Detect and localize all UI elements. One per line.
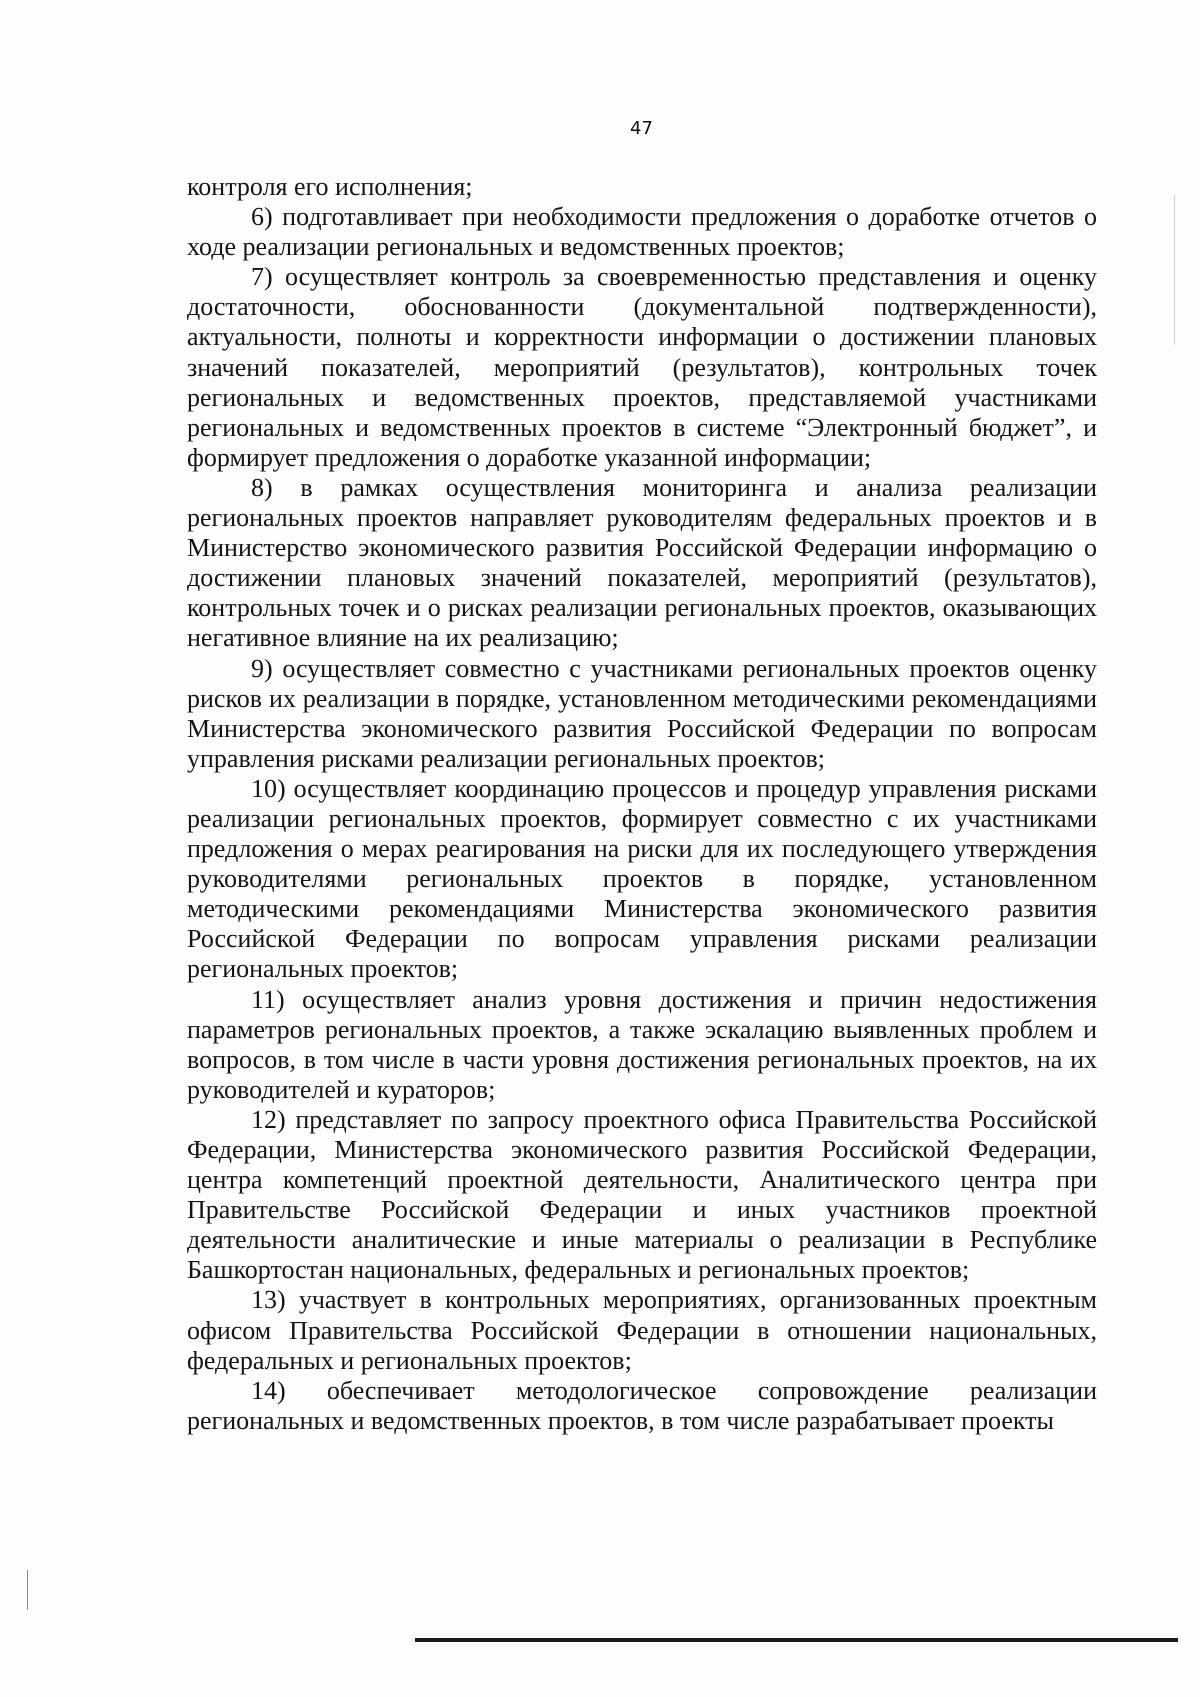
paragraph-item-11: 11) осуществляет анализ уровня достижения и причин недостижения параметров региональных проектов, а также эскалацию выявленных проблем и вопросов, в том числе в части уровня достижения региональных проектов, на их руководителей и кураторов; bbox=[187, 984, 1097, 1104]
paragraph-item-9: 9) осуществляет совместно с участниками региональных проектов оценку рисков их реализации в порядке, установленном методическими рекомендациями Министерства экономического развития Российской Федерации по вопросам управления рисками реализации региональных проектов; bbox=[187, 653, 1097, 773]
paragraph-item-8: 8) в рамках осуществления мониторинга и анализа реализации региональных проектов направляет руководителям федеральных проектов и в Министерство экономического развития Российской Федерации информацию о достижении плановых значений показателей, мероприятий (результатов), контрольных точек и о рисках реализации региональных проектов, оказывающих негативное влияние на их реализацию; bbox=[187, 472, 1097, 653]
scan-artifact-line-right bbox=[1174, 195, 1175, 345]
paragraph-item-6: 6) подготавливает при необходимости предложения о доработке отчетов о ходе реализации региональных и ведомственных проектов; bbox=[187, 202, 1097, 262]
paragraph-item-14: 14) обеспечивает методологическое сопровождение реализации региональных и ведомственных проектов, в том числе разрабатывает проекты bbox=[187, 1375, 1097, 1435]
paragraph-item-13: 13) участвует в контрольных мероприятиях, организованных проектным офисом Правительства Российской Федерации в отношении национальных, федеральных и региональных проектов; bbox=[187, 1285, 1097, 1375]
bottom-rule-line bbox=[415, 1638, 1178, 1642]
scan-artifact-line-left bbox=[27, 1570, 28, 1610]
document-body bbox=[187, 172, 1097, 1436]
paragraph-item-7: 7) осуществляет контроль за своевременностью представления и оценку достаточности, обоснованности (документальной подтвержденности), актуальности, полноты и корректности информации о достижении плановых значений показателей, мероприятий (результатов), контрольных точек региональных и ведомственных проектов, представляемой участниками региональных и ведомственных проектов в системе “Электронный бюджет”, и формирует предложения о доработке указанной информации; bbox=[187, 262, 1097, 472]
paragraph-item-12: 12) представляет по запросу проектного офиса Правительства Российской Федерации, Министерства экономического развития Российской Федерации, центра компетенций проектной деятельности, Аналитического центра при Правительстве Российской Федерации и иных участников проектной деятельности аналитические и иные материалы о реализации в Республике Башкортостан национальных, федеральных и региональных проектов; bbox=[187, 1104, 1097, 1285]
paragraph-continuation: контроля его исполнения; bbox=[187, 172, 473, 201]
paragraph-item-10: 10) осуществляет координацию процессов и процедур управления рисками реализации региональных проектов, формирует совместно с их участниками предложения о мерах реагирования на риски для их последующего утверждения руководителями региональных проектов в порядке, установленном методическими рекомендациями Министерства экономического развития Российской Федерации по вопросам управления рисками реализации региональных проектов; bbox=[187, 773, 1097, 984]
page-number: 47 bbox=[630, 118, 653, 139]
